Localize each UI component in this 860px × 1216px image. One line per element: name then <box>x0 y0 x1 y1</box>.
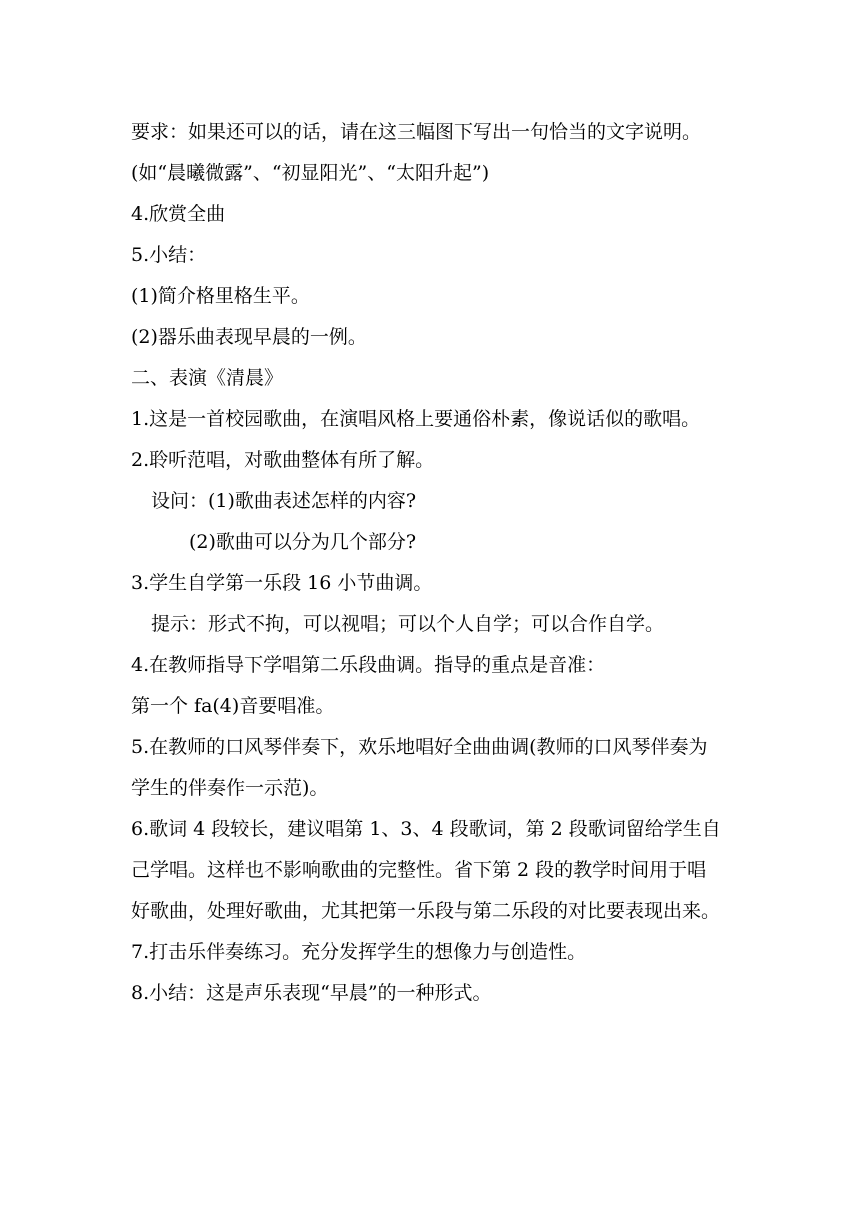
text-line-question-1: 设问：(1)歌曲表述怎样的内容? <box>151 490 417 512</box>
text-line-step-6: 6.歌词 4 段较长，建议唱第 1、3、4 段歌词，第 2 段歌词留给学生自 <box>131 818 721 840</box>
text-line-item-4: 4.欣赏全曲 <box>131 203 226 225</box>
text-line-step-4: 4.在教师指导下学唱第二乐段曲调。指导的重点是音准： <box>131 654 606 676</box>
text-line-step-7: 7.打击乐伴奏练习。充分发挥学生的想像力与创造性。 <box>131 941 587 963</box>
text-line-step-6-cont-1: 己学唱。这样也不影响歌曲的完整性。省下第 2 段的教学时间用于唱 <box>131 859 707 881</box>
text-line-step-2: 2.聆听范唱，对歌曲整体有所了解。 <box>131 449 435 471</box>
text-line-subitem-1: (1)简介格里格生平。 <box>131 285 310 307</box>
text-line-step-3: 3.学生自学第一乐段 16 小节曲调。 <box>131 572 433 594</box>
text-line-step-1: 1.这是一首校园歌曲，在演唱风格上要通俗朴素，像说话似的歌唱。 <box>131 408 701 430</box>
text-line-subitem-2: (2)器乐曲表现早晨的一例。 <box>131 326 367 348</box>
text-line-step-4-cont: 第一个 fa(4)音要唱准。 <box>131 695 335 717</box>
text-line-question-2: (2)歌曲可以分为几个部分? <box>189 531 417 553</box>
text-line-hint: 提示：形式不拘，可以视唱；可以个人自学；可以合作自学。 <box>151 613 665 635</box>
text-line-step-6-cont-2: 好歌曲，处理好歌曲，尤其把第一乐段与第二乐段的对比要表现出来。 <box>131 900 721 922</box>
text-line-examples: (如“晨曦微露”、“初显阳光”、“太阳升起”) <box>131 162 490 184</box>
text-line-requirement: 要求：如果还可以的话，请在这三幅图下写出一句恰当的文字说明。 <box>131 121 702 143</box>
text-line-item-5: 5.小结： <box>131 244 207 266</box>
section-heading: 二、表演《清晨》 <box>131 367 284 389</box>
text-line-step-8: 8.小结：这是声乐表现“早晨”的一种形式。 <box>131 982 492 1004</box>
text-line-step-5-cont: 学生的伴奏作一示范)。 <box>131 777 329 799</box>
text-line-step-5: 5.在教师的口风琴伴奏下，欢乐地唱好全曲曲调(教师的口风琴伴奏为 <box>131 736 708 758</box>
document-body <box>131 112 751 1014</box>
